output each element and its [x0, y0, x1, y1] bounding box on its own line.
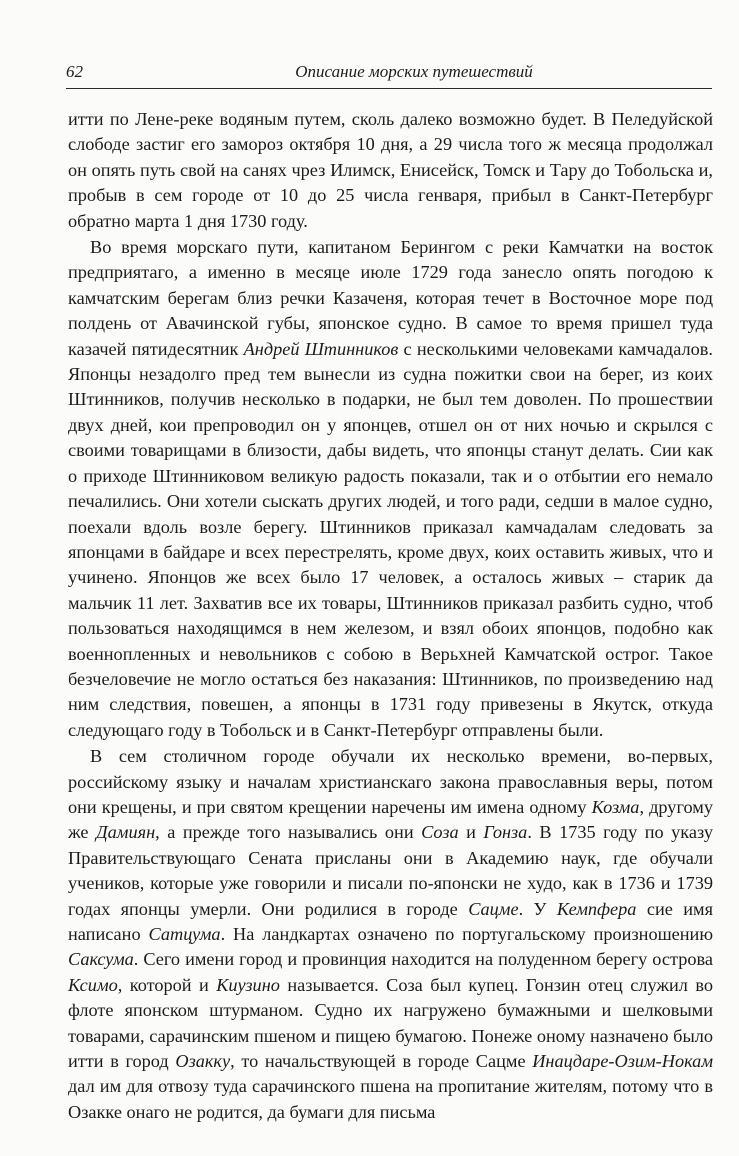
italic-name: Соза [421, 822, 459, 843]
text-run: . На ландкартах означено по португальскому произношению [220, 924, 713, 944]
text-run: и [458, 822, 484, 843]
italic-name: Саксума [68, 949, 134, 970]
text-run: , которой и [117, 974, 217, 995]
italic-name: Андрей Штинников [243, 338, 399, 359]
text-run: , другому же [68, 796, 713, 843]
text-run: итти по Лене-реке водяным путем, сколь далеко возможно будет. В Пеледуйской слободе застиг его замороз октября 10 дня, а 29 числа того ж месяца продолжал он опять путь свой на санях чрез Илимск, Енисейск, Томск и Тару до Тобольска и, пробыв в сем городе от 10 до 25 числа генваря, прибыл в Санкт-Петербург обратно марта 1 дня 1730 году. [68, 109, 713, 231]
text-run: , то начальствующей в городе Сацме [230, 1051, 533, 1072]
page-header [66, 58, 712, 89]
text-run: . У [518, 898, 557, 919]
italic-name: Озакку [175, 1051, 231, 1072]
italic-name: Гонза [483, 822, 528, 843]
italic-name: Козма [591, 796, 640, 817]
text-run: . Сего имени город и провинция находится на полуденном берегу острова [133, 949, 713, 970]
paragraph [68, 235, 713, 743]
text-run: сие имя написано [68, 898, 714, 944]
text-run: . В 1735 году по указу Правительствующаго Сената присланы они в Академию наук, где обучали учеников, которые уже говорили и писали по-японски не худо, как в 1736 и 1739 годах японцы умерли. Они родилися в городе [68, 822, 713, 919]
page-number: 62 [66, 62, 83, 81]
italic-name: Кемпфера [556, 898, 637, 919]
text-run: , а прежде того назывались они [155, 822, 422, 843]
italic-name: Сацме [468, 898, 519, 919]
text-run: Во время морскаго пути, капитаном Берингом с реки Камчатки на восток предприятаго, а именно в месяце июле 1729 года занесло опять погодою к камчатским берегам близ речки Казаченя, которая течет в Восточное море под полдень от Авачинской губы, японское судно. В самое то время пришел туда казачей пятидесятник [68, 237, 713, 359]
italic-name: Инацдаре-Озим-Нокам [532, 1051, 713, 1072]
text-run: с несколькими человеками камчадалов. Японцы незадолго пред тем вынесли из судна пожитки свои на берег, из коих Штинников, получив несколько в подарки, не был тем доволен. По прошествии двух дней, кои препроводил он у японцев, отшел он от них ночью и скрылся с своими товарищами в близости, дабы видеть, что японцы станут делать. Сии как о приходе Штинниковом великую радость показали, так и о отбытии его немало печалились. Они хотели сыскать других людей, и того ради, седши в малое судно, поехали вдоль возле берегу. Штинников приказал камчадалам следовать за японцами в байдаре и всех перестрелять, кроме двух, коих оставить живых, что и учинено. Японцов же всех было 17 человек, а осталось живых – старик да мальчик 11 лет. Захватив все их товары, Штинников приказал разбить судно, чтоб пользоваться находящимся в нем железом, и взял обоих японцов, подобно как военнопленных и невольников с собою в Верьхней Камчатской острог. Такое безчеловечие не могло остаться без наказания: Штинников, по произведению над ним следствия, повешен, а японцы в 1731 году привезены в Якутск, откуда следующаго году в Тобольск и в Санкт-Петербург отправлены были. [68, 338, 713, 740]
text-run: дал им для отвозу туда сарачинского пшена на пропитание жителям, потому что в Озакке онаго не родится, да бумаги для письма [68, 1076, 713, 1122]
italic-name: Сатцума [148, 924, 221, 944]
text-run: В сем столичном городе обучали их несколько времени, во-первых, российскому языку и началам христианскаго закона православныя веры, потом они крещены, и при святом крещении наречены им имена одному [68, 746, 713, 817]
italic-name: Дамиян [96, 822, 156, 843]
body-text [68, 107, 713, 1125]
running-title: Описание морских путешествий [295, 62, 533, 81]
paragraph [68, 107, 713, 234]
text-run: называется. Соза был купец. Гонзин отец служил во флоте японском штурманом. Судно их нагружено бумажными и шелковыми товарами, сарачинским пшеном и пищею бумагою. Понеже оному назначено было итти в город [68, 974, 713, 1072]
italic-name: Ксимо [68, 974, 118, 995]
italic-name: Киузино [216, 974, 280, 995]
paragraph [68, 744, 713, 1125]
